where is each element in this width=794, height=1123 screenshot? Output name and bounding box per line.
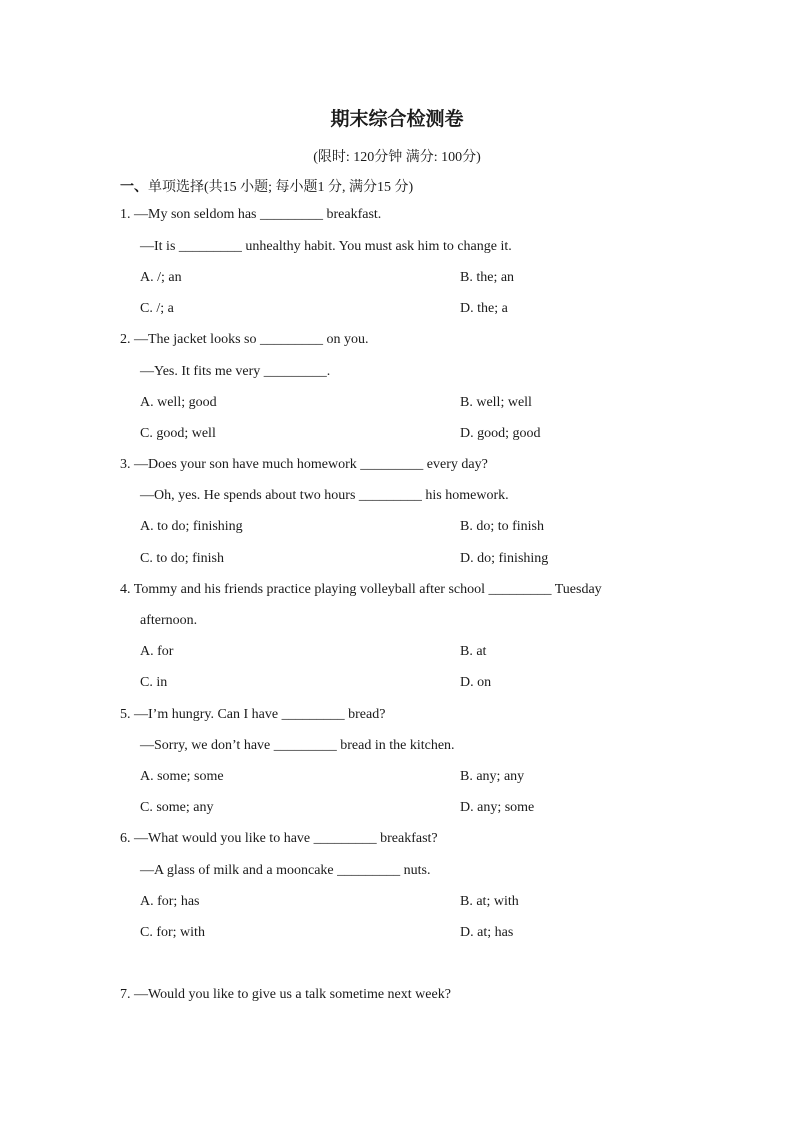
question-2-line2: —Yes. It fits me very _________. [140,364,331,379]
section-heading [120,176,413,196]
question-3-option-c: C. to do; finish [140,551,225,566]
question-3-stem: 3. —Does your son have much homework _________ every day? [120,457,488,472]
question-4-line2: afternoon. [140,613,198,628]
question-4-stem: 4. Tommy and his friends practice playing volleyball after school _________ Tuesday [120,582,602,597]
question-1-option-c: C. /; a [140,301,174,316]
question-2-option-b: B. well; well [460,395,532,410]
question-5-option-c: C. some; any [140,800,214,815]
exam-info: (限时: 120分钟 满分: 100分) [313,150,481,165]
question-3-option-a: A. to do; finishing [140,519,243,534]
question-5-option-b: B. any; any [460,769,525,784]
question-7-stem: 7. —Would you like to give us a talk sometime next week? [120,987,451,1002]
question-6-stem: 6. —What would you like to have _________ breakfast? [120,831,438,846]
question-1-option-d: D. the; a [460,301,508,316]
question-1-line2: —It is _________ unhealthy habit. You must ask him to change it. [140,239,512,254]
section-number: 一、 [120,179,148,195]
question-2-stem: 2. —The jacket looks so _________ on you. [120,332,369,347]
question-3-option-d: D. do; finishing [460,551,549,566]
question-2-option-a: A. well; good [140,395,217,410]
question-2-option-d: D. good; good [460,426,541,441]
question-2-option-c: C. good; well [140,426,216,441]
question-5-line2: —Sorry, we don’t have _________ bread in the kitchen. [140,738,455,753]
question-6-line2: —A glass of milk and a mooncake _________ nuts. [140,863,431,878]
question-1-option-a: A. /; an [140,270,182,285]
section-label: 单项选择(共15 小题; 每小题1 分, 满分15 分) [148,180,414,195]
question-4-option-b: B. at [460,644,487,659]
question-6-option-a: A. for; has [140,894,200,909]
question-3-line2: —Oh, yes. He spends about two hours _________ his homework. [140,488,509,503]
question-4-option-a: A. for [140,644,174,659]
question-1-stem: 1. —My son seldom has _________ breakfast. [120,207,382,222]
question-5-option-a: A. some; some [140,769,224,784]
question-6-option-b: B. at; with [460,894,519,909]
question-6-option-d: D. at; has [460,925,514,940]
page-title: 期末综合检测卷 [330,108,464,130]
question-5-stem: 5. —I’m hungry. Can I have _________ bread? [120,707,386,722]
question-6-option-c: C. for; with [140,925,205,940]
question-3-option-b: B. do; to finish [460,519,545,534]
question-5-option-d: D. any; some [460,800,535,815]
question-4-option-d: D. on [460,675,492,690]
question-4-option-c: C. in [140,675,168,690]
question-1-option-b: B. the; an [460,270,515,285]
